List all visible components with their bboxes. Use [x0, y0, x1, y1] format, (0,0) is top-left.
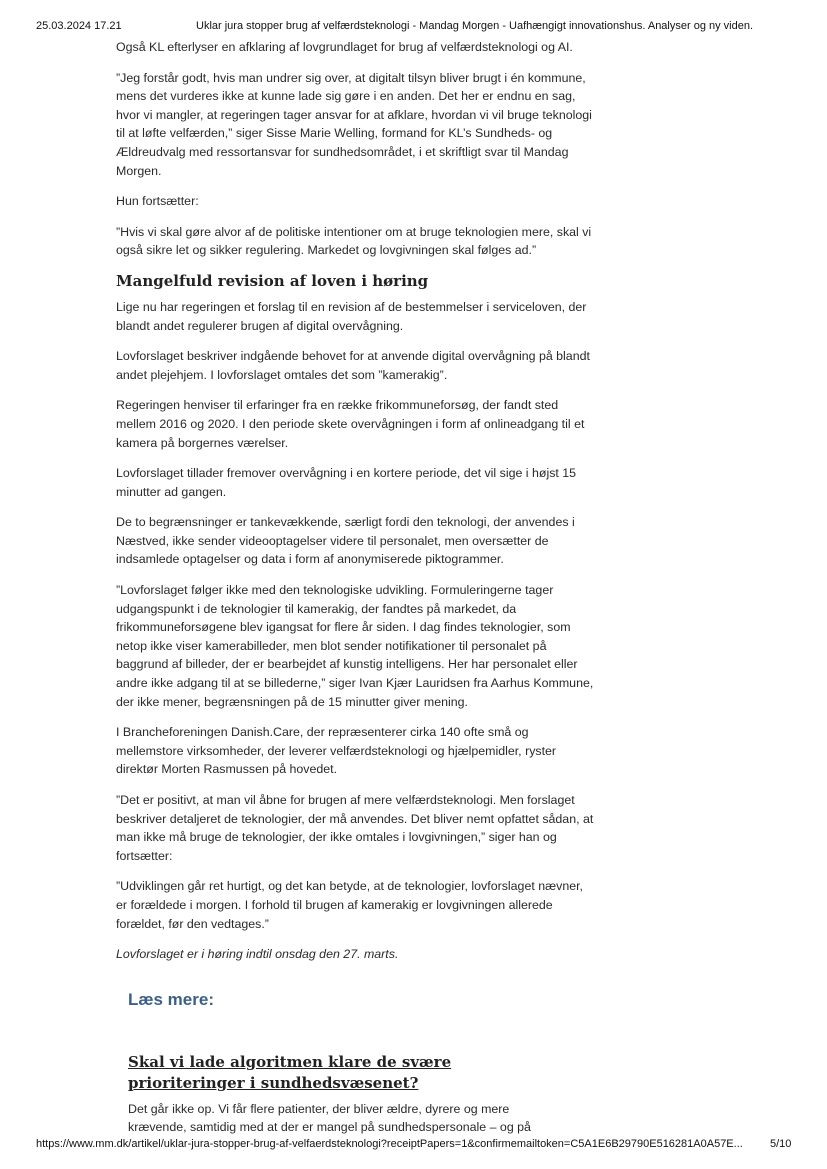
paragraph: ”Det er positivt, at man vil åbne for brugen af mere velfærdsteknologi. Men forslaget beskriver detaljeret de teknologier, der må anvendes. Det bliver nemt opfattet sådan, at man ikke må bruge de teknologier, der ikke omtales i lovgivningen,” siger han og fortsætter: [116, 793, 594, 863]
paragraph: I Brancheforeningen Danish.Care, der repræsenterer cirka 140 ofte små og mellemstore virksomheder, der leverer velfærdsteknologi og hjælpemidler, ryster direktør Morten Rasmussen på hovedet. [116, 725, 557, 777]
paragraph: Lige nu har regeringen et forslag til en revision af de bestemmelser i serviceloven, der blandt andet regulerer brugen af digital overvågning. [116, 299, 587, 333]
paragraph: Lovforslaget tillader fremover overvågning i en kortere periode, det vil sige i højst 15 minutter ad gangen. [116, 466, 577, 499]
print-header-title: Uklar jura stopper brug af velfærdsteknologi - Mandag Morgen - Uafhængigt innovationshus. Analyser og ny viden. [196, 20, 754, 32]
paragraph: De to begrænsninger er tankevækkende, særligt fordi den teknologi, der anvendes i Næstved, ikke sender videooptagelser videre til personalet, men oversætter de indsamlede optagelser og data i form af anonymiserede piktogrammer. [116, 515, 575, 567]
paragraph: Lovforslaget beskriver indgående behovet for at anvende digital overvågning på blandt andet plejehjem. I lovforslaget omtales det som ”kamerakig”. [116, 349, 590, 382]
read-more-article-link[interactable]: Skal vi lade algoritmen klare de svære prioriteringer i sundhedsvæsenet? [128, 1052, 452, 1092]
paragraph: ”Udviklingen går ret hurtigt, og det kan betyde, at de teknologier, lovforslaget nævner, er forældede i morgen. I forhold til brugen af kamerakig er lovgivningen allerede forældet, før den vedtages.” [116, 879, 583, 931]
read-more-card [128, 1052, 568, 1137]
paragraph: ”Lovforslaget følger ikke med den teknologiske udvikling. Formuleringerne tager udgangspunkt i de teknologier til kamerakig, der fandtes på markedet, da frikommuneforsøgene blev igangsat for flere år siden. I dag findes teknologier, som netop ikke viser kamerabilleder, men blot sender notifikationer til personalet på baggrund af billeder, der er bearbejdet af kunstig intelligens. Her har personalet eller andre ikke adgang til at se billederne,” siger Ivan Kjær Lauridsen fra Aarhus Kommune, der ikke mener, begrænsningen på de 15 minutter giver mening. [116, 583, 594, 709]
hearing-note: Lovforslaget er i høring indtil onsdag den 27. marts. [116, 947, 399, 962]
section-subheading: Mangelfuld revision af loven i høring [116, 271, 429, 290]
paragraph: ”Hvis vi skal gøre alvor af de politiske intentioner om at bruge teknologien mere, skal vi også sikre let og sikker regulering. Markedet og lovgivningen skal følges ad.” [116, 224, 592, 258]
paragraph: Også KL efterlyser en afklaring af lovgrundlaget for brug af velfærdsteknologi og AI. [116, 40, 573, 54]
read-more-excerpt: Det går ikke op. Vi får flere patienter, der bliver ældre, dyrere og mere krævende, samtidig med at der er mangel på sundhedspersonale – og på [128, 1101, 531, 1135]
print-header-datetime: 25.03.2024 17.21 [36, 20, 122, 32]
read-more-heading: Læs mere: [128, 989, 214, 1009]
article-body [116, 38, 596, 1137]
paragraph: Regeringen henviser til erfaringer fra en række frikommuneforsøg, der fandt sted mellem 2016 og 2020. I den periode skete overvågningen i form af onlineadgang til et kamera på borgernes værelser. [116, 398, 585, 450]
print-footer-url: https://www.mm.dk/artikel/uklar-jura-stopper-brug-af-velfaerdsteknologi?receiptPapers=1&confirmemailtoken=C5A1E6B29790E516281A0A57E... [36, 1138, 743, 1150]
print-footer-page-number: 5/10 [770, 1138, 792, 1150]
paragraph: Hun fortsætter: [116, 194, 199, 209]
paragraph: ”Jeg forstår godt, hvis man undrer sig over, at digitalt tilsyn bliver brugt i én kommune, mens det vurderes ikke at kunne lade sig gøre i en anden. Det her er endnu en sag, hvor vi mangler, at regeringen tager ansvar for at afklare, hvordan vi vil bruge teknologi til at løfte velfærden,” siger Sisse Marie Welling, formand for KL’s Sundheds- og Ældreudvalg med ressortansvar for sundhedsområdet, i et skriftligt svar til Mandag Morgen. [116, 70, 592, 178]
